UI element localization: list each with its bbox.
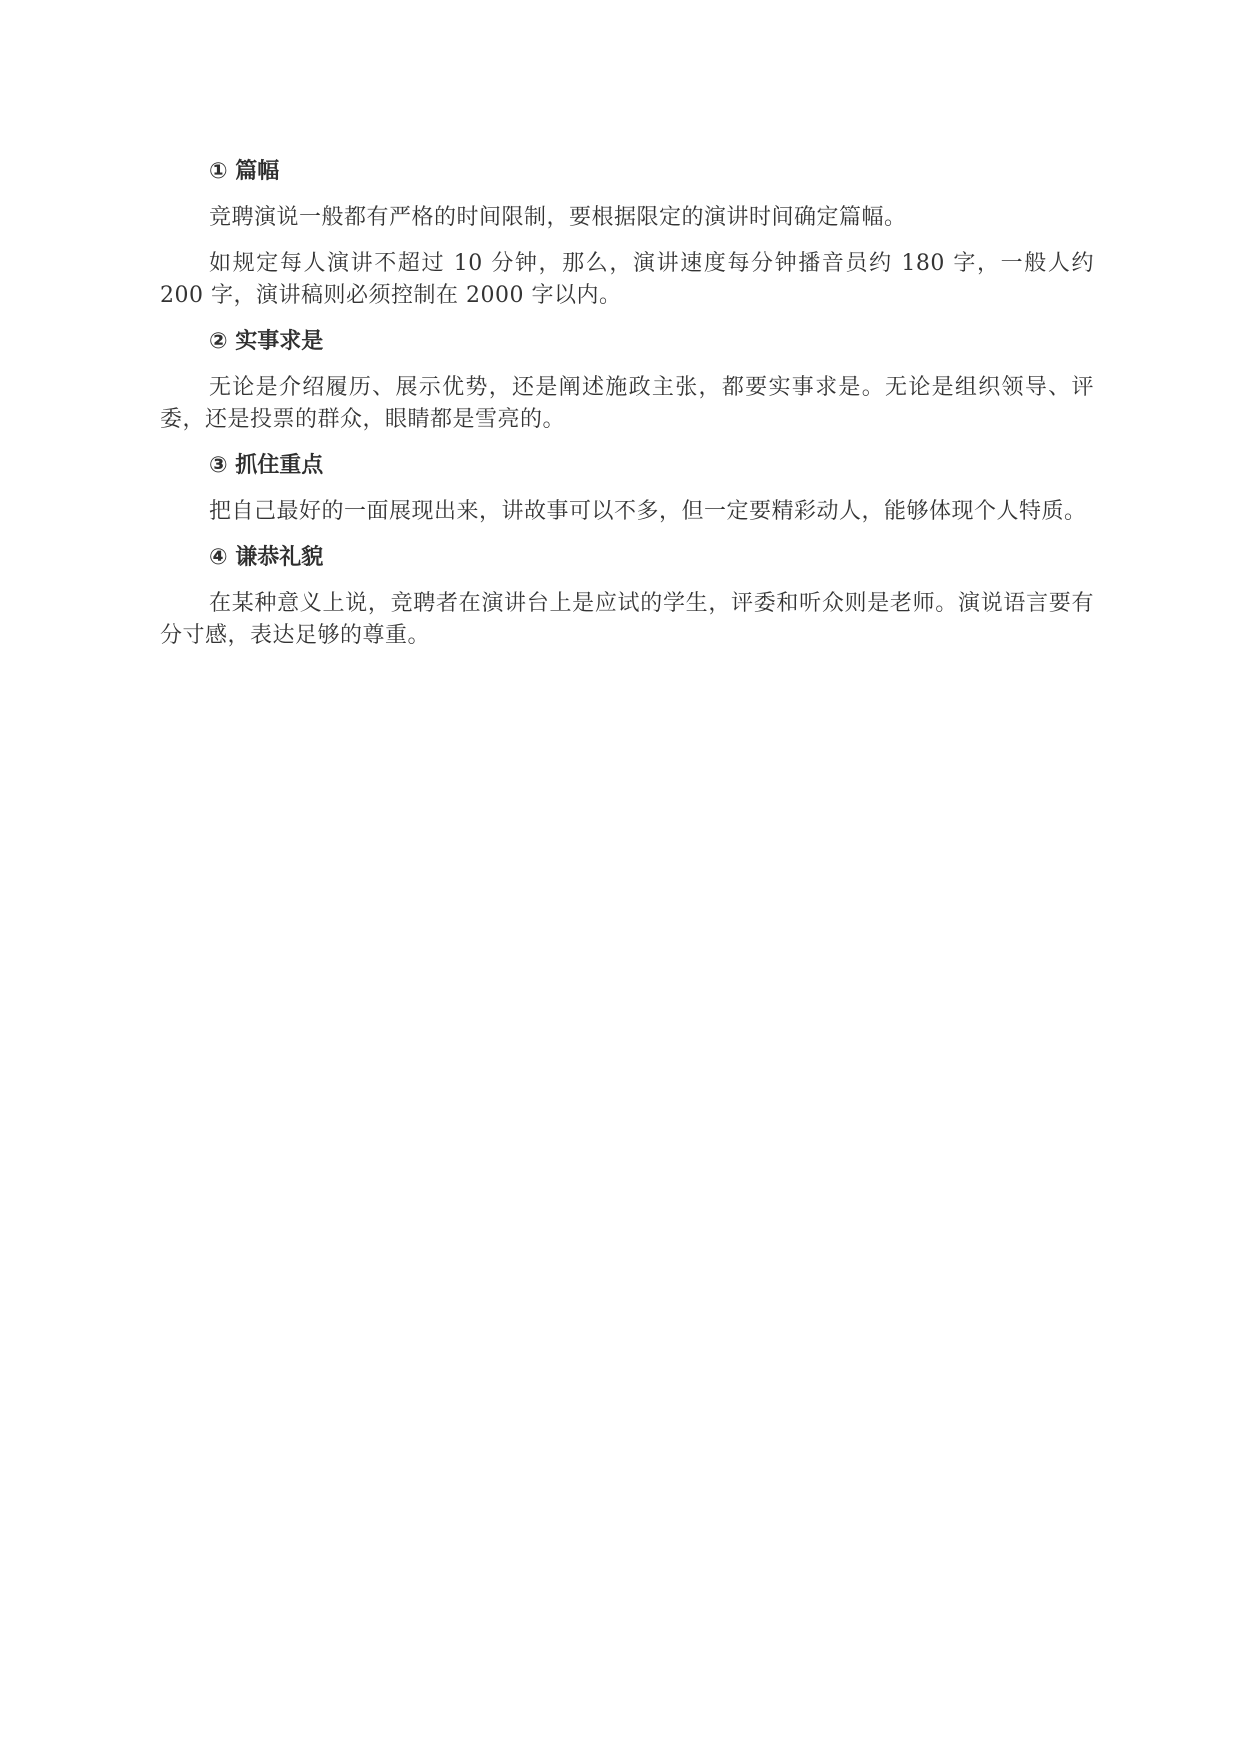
document-body bbox=[160, 156, 1094, 666]
body-paragraph: 把自己最好的一面展现出来，讲故事可以不多，但一定要精彩动人，能够体现个人特质。 bbox=[209, 499, 1087, 524]
section-truthfulness bbox=[160, 326, 1094, 436]
section-heading: ② 实事求是 bbox=[209, 329, 324, 354]
body-paragraph: 如规定每人演讲不超过 10 分钟，那么，演讲速度每分钟播音员约 180 字，一般人约 200 字，演讲稿则必须控制在 2000 字以内。 bbox=[160, 251, 1094, 308]
section-courtesy bbox=[160, 542, 1094, 652]
section-heading: ④ 谦恭礼貌 bbox=[209, 545, 324, 570]
body-paragraph: 在某种意义上说，竞聘者在演讲台上是应试的学生，评委和听众则是老师。演说语言要有分寸感，表达足够的尊重。 bbox=[160, 591, 1094, 648]
section-heading: ③ 抓住重点 bbox=[209, 453, 324, 478]
body-paragraph: 竞聘演说一般都有严格的时间限制，要根据限定的演讲时间确定篇幅。 bbox=[209, 205, 907, 230]
section-focus bbox=[160, 450, 1094, 528]
section-length bbox=[160, 156, 1094, 312]
body-paragraph: 无论是介绍履历、展示优势，还是阐述施政主张，都要实事求是。无论是组织领导、评委，还是投票的群众，眼睛都是雪亮的。 bbox=[160, 375, 1094, 432]
section-heading: ① 篇幅 bbox=[209, 159, 280, 184]
